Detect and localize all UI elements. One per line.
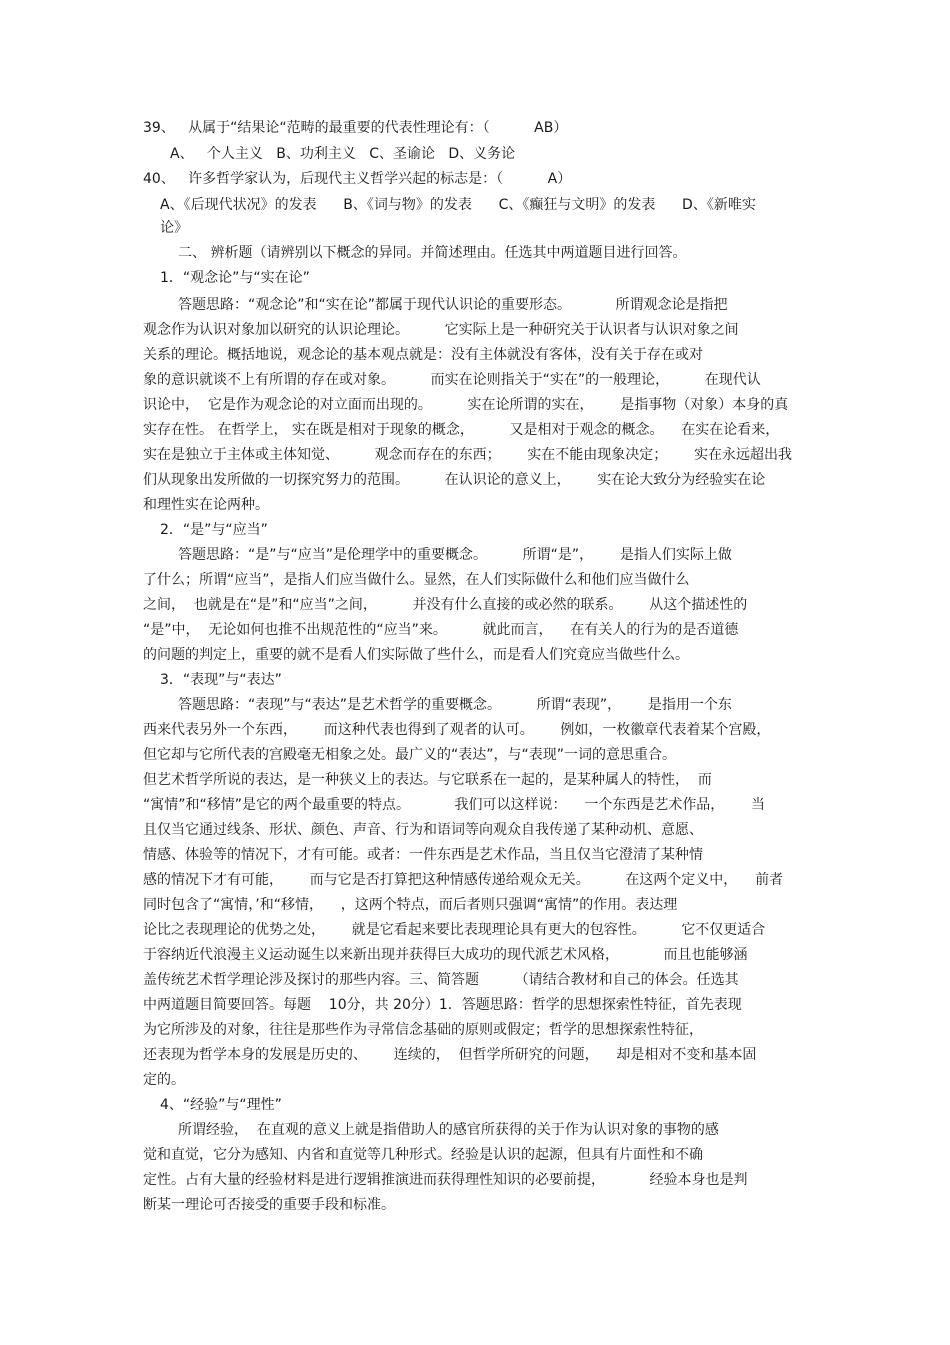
item-3-text: 但艺术哲学所说的表达，是一种狭义上的表达。与它联系在一起的，是某种属人的特性， 而 [143,772,712,788]
item-3-heading: 3．“表现”与“表达” [160,672,282,688]
item-3-text: 情感、体验等的情况下，才有可能。或者：一件东西是艺术作品，当且仅当它澄清了某种情 [143,847,703,863]
question-40-options-cont: 论》 [160,220,188,236]
item-3-text: 西来代表另外一个东西， 而这种代表也得到了观者的认可。 例如，一枚徽章代表着某个宫殿， [143,722,771,738]
item-1-text: 实存在性。 在哲学上， 实在既是相对于现象的概念， 又是相对于观念的概念。 在实在论看来， [143,422,780,438]
item-1-text: 答题思路：“观念论”和“实在论”都属于现代认识论的重要形态。 所谓观念论是指把 [178,297,728,313]
item-4-text: 断某一理论可否接受的重要手段和标准。 [143,1197,395,1213]
item-2-heading: 2．“是”与“应当” [160,522,268,538]
item-4-text: 定性。占有大量的经验材料是进行逻辑推演进而获得理性知识的必要前提， 经验本身也是判 [143,1172,748,1188]
question-40: 40、 许多哲学家认为，后现代主义哲学兴起的标志是：（ A） [143,171,572,187]
section-3-text: 为它所涉及的对象，往往是那些作为寻常信念基础的原则或假定；哲学的思想探索性特征， [143,1022,703,1038]
question-39: 39、 从属于“结果论“范畴的最重要的代表性理论有：（ AB） [143,120,568,136]
item-1-text: 实在是独立于主体或主体知觉、 观念而存在的东西； 实在不能由现象决定； 实在永远超出我 [143,447,793,463]
item-2-text: “是”中， 无论如何也推不出规范性的“应当”来。 就此而言， 在有关人的行为的是否道德 [143,622,739,638]
item-2-text: 了什么；所谓“应当”，是指人们应当做什么。显然，在人们实际做什么和他们应当做什么 [143,572,690,588]
question-39-options: A、 个人主义 B、功利主义 C、圣谕论 D、义务论 [170,146,516,162]
item-3-text: 但它却与它所代表的宫殿毫无相象之处。最广义的“表达”，与“表现”一词的意思重合。 [143,747,677,763]
section-2-heading: 二、 辨析题（请辨别以下概念的异同。并简述理由。任选其中两道题目进行回答。 [178,245,687,261]
item-1-heading: 1．“观念论”与“实在论” [160,270,310,286]
item-1-text: 关系的理论。概括地说，观念论的基本观点就是：没有主体就没有客体，没有关于存在或对 [143,347,703,363]
item-3-text: 感的情况下才有可能， 而与它是否打算把这种情感传递给观众无关。 在这两个定义中， 前者 [143,872,784,888]
item-2-text: 答题思路：“是”与“应当”是伦理学中的重要概念。 所谓“是”， 是指人们实际上做 [178,547,732,563]
item-4-text: 觉和直觉，它分为感知、内省和直觉等几种形式。经验是认识的起源，但具有片面性和不确 [143,1147,703,1163]
item-3-text: 答题思路：“表现”与“表达”是艺术哲学的重要概念。 所谓“表现”， 是指用一个东 [178,697,732,713]
section-3-text: 还表现为哲学本身的发展是历史的、 连续的， 但哲学所研究的问题， 却是相对不变和基本固 [143,1047,757,1063]
item-3-text: 且仅当它通过线条、形状、颜色、声音、行为和语词等向观众自我传递了某种动机、意愿、 [143,822,703,838]
item-3-text: 盖传统艺术哲学理论涉及探讨的那些内容。三、简答题 （请结合教材和自己的体会。任选其 [143,972,739,988]
item-1-text: 观念作为认识对象加以研究的认识论理论。 它实际上是一种研究关于认识者与认识对象之间 [143,322,739,338]
item-2-text: 之间， 也就是在“是”和“应当”之间， 并没有什么直接的或必然的联系。 从这个描述性的 [143,597,748,613]
item-3-text: 同时包含了“寓情，’和“移情， ，这两个特点，而后者则只强调“寓情”的作用。表达理 [143,897,678,913]
item-3-text: 于容纳近代浪漫主义运动诞生以来新出现并获得巨大成功的现代派艺术风格， 而且也能够涵 [143,947,748,963]
item-1-text: 象的意识就谈不上有所谓的存在或对象。 而实在论则指关于“实在”的一般理论， 在现代认 [143,372,761,388]
item-3-text: “寓情”和“移情”是它的两个最重要的特点。 我们可以这样说： 一个东西是艺术作品， 当 [143,797,766,813]
section-3-text: 定的。 [143,1072,185,1088]
item-4-heading: 4、“经验”与“理性” [160,1097,282,1113]
question-40-options: A、《后现代状况》的发表 B、《词与物》的发表 C、《癫狂与文明》的发表 D、《新唯实 [160,197,756,213]
item-2-text: 的问题的判定上，重要的就不是看人们实际做了些什么，而是看人们究竟应当做些什么。 [143,647,689,663]
item-3-text: 论比之表现理论的优势之处， 就是它看起来要比表现理论具有更大的包容性。 它不仅更适合 [143,922,766,938]
item-4-text: 所谓经验， 在直观的意义上就是指借助人的感官所获得的关于作为认识对象的事物的感 [178,1122,719,1138]
item-1-text: 识论中， 它是作为观念论的对立面而出现的。 实在论所谓的实在， 是指事物（对象）本身的真 [143,397,789,413]
item-1-text: 们从现象出发所做的一切探究努力的范围。 在认识论的意义上， 实在论大致分为经验实在论 [143,472,766,488]
section-3-text: 中两道题目简要回答。每题 10分，共 20分）1．答题思路：哲学的思想探索性特征，首先表现 [143,997,742,1013]
item-1-text: 和理性实在论两种。 [143,497,269,513]
